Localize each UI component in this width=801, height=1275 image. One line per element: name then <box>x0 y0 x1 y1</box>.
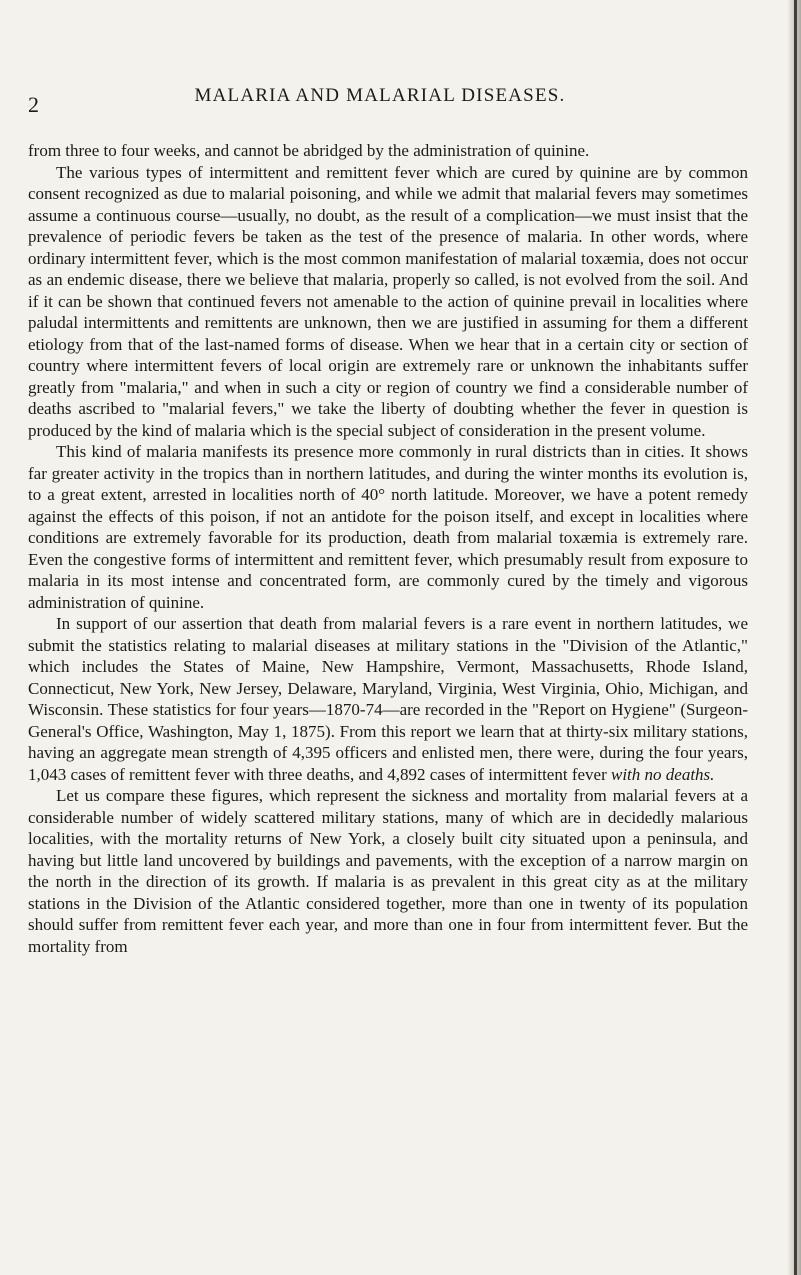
body-text <box>28 140 748 957</box>
paragraph-rural-districts: This kind of malaria manifests its presence more commonly in rural districts than in cities. It shows far greater activity in the tropics than in northern latitudes, and during the winter months its evolution is, to a great extent, arrested in localities north of 40° north latitude. Moreover, we have a potent remedy against the effects of this poison, if not an antidote for the poison itself, and except in localities where conditions are extremely favorable for its production, death from malarial toxæmia is extremely rare. Even the congestive forms of intermittent and remittent fever, which presumably result from exposure to malaria in its most intense and concentrated form, are commonly cured by the timely and vigorous administration of quinine. <box>28 442 748 612</box>
paragraph-fever-types: The various types of intermittent and remittent fever which are cured by quinine are by common consent recognized as due to malarial poisoning, and while we admit that malarial fevers may sometimes assume a continuous course—usually, no doubt, as the result of a complication—we must insist that the prevalence of periodic fevers be taken as the test of the presence of malaria. In other words, where ordinary intermittent fever, which is the most common manifestation of malarial toxæmia, does not occur as an endemic disease, there we believe that malaria, properly so called, is not evolved from the soil. And if it can be shown that continued fevers not amenable to the action of quinine prevail in localities where paludal intermittents and remittents are unknown, then we are justified in assuming for them a different etiology from that of the last-named forms of disease. When we hear that in a certain city or section of country where intermittent fevers of local origin are extremely rare or unknown the inhabitants suffer greatly from "malaria," and when in such a city or region of country we find a considerable number of deaths ascribed to "malarial fevers," we take the liberty of doubting whether the fever in question is produced by the kind of malaria which is the special subject of consideration in the present volume. <box>28 162 748 440</box>
paragraph-comparison: Let us compare these figures, which represent the sickness and mortality from malarial fevers at a considerable number of widely scattered military stations, many of which are in decidedly malarious localities, with the mortality returns of New York, a closely built city situated upon a peninsula, and having but little land uncovered by buildings and pavements, with the exception of a narrow margin on the north in the direction of its growth. If malaria is as prevalent in this great city as at the military stations in the Division of the Atlantic considered together, more than one in twenty of its population should suffer from remittent fever each year, and more than one in four from intermittent fever. But the mortality from <box>28 786 748 956</box>
paragraph-statistics <box>28 613 748 785</box>
page-edge-line <box>794 0 797 1275</box>
italic-no-deaths: with no deaths. <box>611 764 715 784</box>
statistics-text: In support of our assertion that death from malarial fevers is a rare event in northern latitudes, we submit the statistics relating to malarial diseases at military stations in the "Division of the Atlantic," which includes the States of Maine, New Hampshire, Vermont, Massachusetts, Rhode Island, Connecticut, New York, New Jersey, Delaware, Maryland, Virginia, West Virginia, Ohio, Michigan, and Wisconsin. These statistics for four years—1870-74—are recorded in the "Report on Hygiene" (Surgeon-General's Office, Washington, May 1, 1875). From this report we learn that at thirty-six military stations, having an aggregate mean strength of 4,395 officers and enlisted men, there were, during the four years, 1,043 cases of remittent fever with three deaths, and 4,892 cases of intermittent fever <box>28 614 748 784</box>
paragraph-continuation: from three to four weeks, and cannot be abridged by the administration of quinine. <box>28 141 590 160</box>
running-title: MALARIA AND MALARIAL DISEASES. <box>194 85 566 106</box>
page-number: 2 <box>28 92 39 117</box>
